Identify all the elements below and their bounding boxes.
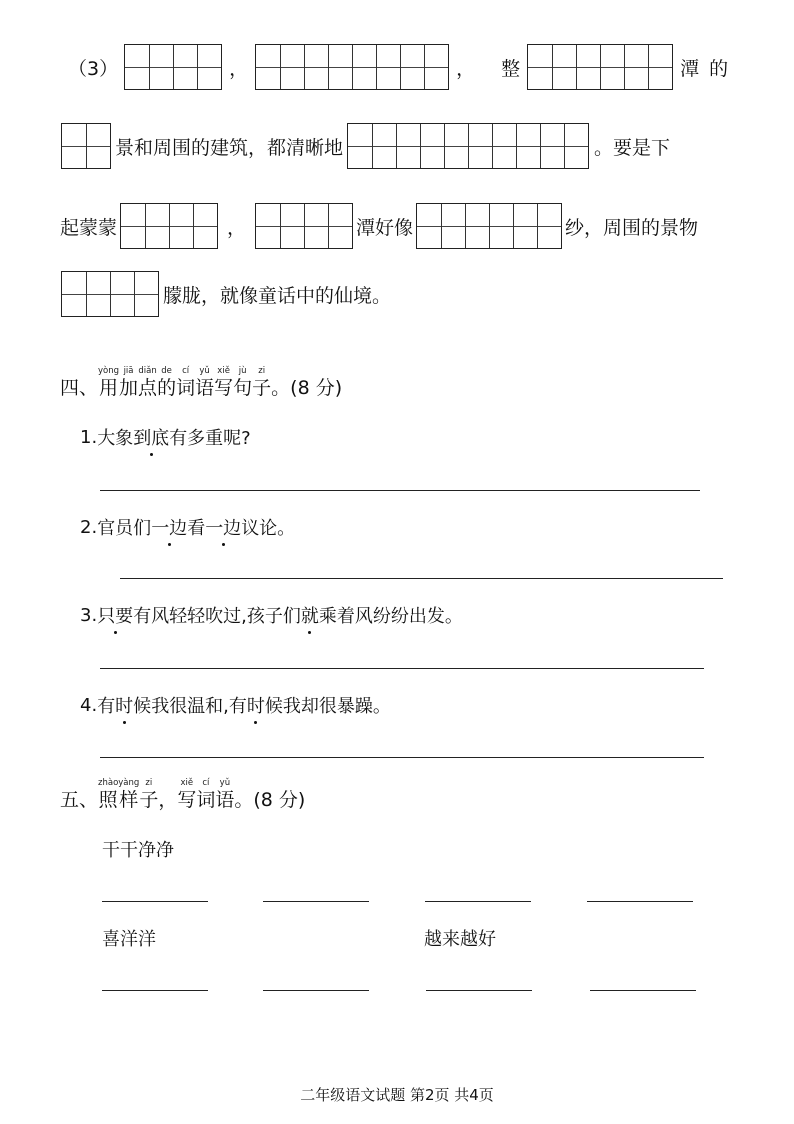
section-4-heading <box>60 366 342 400</box>
dotted-word: 一边 <box>205 514 241 540</box>
comma: ， <box>456 57 476 80</box>
text-segment: 朦胧，就像童话中的仙境。 <box>163 284 392 307</box>
comma: ， <box>227 216 247 239</box>
question-4 <box>80 692 391 718</box>
example-word: 越来越好 <box>424 929 496 950</box>
text-segment: 有多重呢? <box>169 428 251 449</box>
example-word: 干干净净 <box>102 840 174 861</box>
answer-line[interactable] <box>100 668 704 669</box>
dotted-word: 只要 <box>97 602 133 628</box>
question-number: 1. <box>80 426 98 448</box>
dotted-word: 有时候 <box>97 692 151 718</box>
question-number: 3. <box>80 604 98 626</box>
heading-char: 加 <box>119 377 139 399</box>
answer-line[interactable] <box>120 578 723 579</box>
section-number: 四、 <box>60 377 99 399</box>
text-segment: 官员们 <box>97 518 152 539</box>
section-number: 五、 <box>60 789 99 811</box>
fill-line-3 <box>60 200 734 252</box>
answer-grid[interactable] <box>61 271 159 317</box>
question-2 <box>80 514 295 540</box>
pinyin: xiě <box>217 366 230 376</box>
heading-char: 语 <box>195 377 215 399</box>
answer-line[interactable] <box>263 901 369 902</box>
dotted-word: 一边 <box>151 514 187 540</box>
text-segment: 景和周围的建筑，都清晰地 <box>115 136 344 159</box>
pinyin: diǎn <box>138 366 157 376</box>
pinyin: zi <box>258 366 266 376</box>
answer-line[interactable] <box>102 990 208 991</box>
heading-char: 的 <box>157 377 177 399</box>
text-segment: 潭好像 <box>356 216 414 239</box>
answer-line[interactable] <box>100 490 700 491</box>
pinyin: zhào <box>98 778 119 788</box>
pinyin: yòng <box>98 366 120 376</box>
answer-line[interactable] <box>587 901 693 902</box>
answer-grid[interactable] <box>255 203 353 249</box>
section-5-heading <box>60 778 305 812</box>
answer-line[interactable] <box>426 990 532 991</box>
answer-grid[interactable] <box>120 203 218 249</box>
heading-char: 用 <box>99 377 119 399</box>
example-word: 喜洋洋 <box>102 929 156 950</box>
question-1 <box>80 424 251 450</box>
answer-line[interactable] <box>590 990 696 991</box>
answer-grid[interactable] <box>61 123 111 169</box>
text-segment: 潭的 <box>680 57 739 80</box>
text-segment: 有风轻轻吹过,孩子们 <box>133 606 301 627</box>
pinyin: yàng <box>118 778 140 788</box>
dotted-word: 有时候 <box>229 692 283 718</box>
answer-line[interactable] <box>425 901 531 902</box>
heading-char: 词 <box>196 789 216 811</box>
fill-line-4 <box>60 268 734 320</box>
comma: ， <box>229 57 249 80</box>
answer-grid[interactable] <box>416 203 562 249</box>
score-note: 。(8 分) <box>234 789 306 811</box>
text-segment: 大象 <box>97 428 134 449</box>
heading-char: ， <box>158 789 178 811</box>
fill-line-2 <box>60 120 734 172</box>
score-note: 。(8 分) <box>271 377 343 399</box>
dotted-word: 就 <box>301 602 319 628</box>
question-number: 4. <box>80 694 98 716</box>
pinyin: zi <box>145 778 153 788</box>
heading-char: 子 <box>252 377 272 399</box>
text-segment: 议论。 <box>241 518 296 539</box>
pinyin: cí <box>202 778 210 788</box>
answer-grid[interactable] <box>527 44 673 90</box>
heading-char: 照 <box>98 789 118 811</box>
answer-line[interactable] <box>263 990 369 991</box>
pinyin: jiā <box>123 366 134 376</box>
question-number: 2. <box>80 516 98 538</box>
heading-char: 语 <box>215 789 235 811</box>
text-segment: 整 <box>501 57 521 80</box>
answer-grid[interactable] <box>255 44 449 90</box>
heading-char: 点 <box>138 377 158 399</box>
heading-char: 样 <box>119 789 139 811</box>
heading-char: 词 <box>176 377 196 399</box>
item-number: （3） <box>68 57 119 80</box>
question-3 <box>80 602 463 628</box>
text-segment: 乘着风纷纷出发。 <box>318 606 463 627</box>
fill-line-1 <box>68 41 739 93</box>
text-segment: 看 <box>187 518 206 539</box>
pinyin: jù <box>238 366 247 376</box>
pinyin: xiě <box>180 778 194 788</box>
answer-grid[interactable] <box>347 123 589 169</box>
answer-grid[interactable] <box>124 44 222 90</box>
pinyin: yǔ <box>219 778 231 788</box>
answer-line[interactable] <box>102 901 208 902</box>
answer-line[interactable] <box>100 757 704 758</box>
text-segment: 我却很暴躁。 <box>282 696 391 717</box>
heading-char: 写 <box>214 377 234 399</box>
pinyin: cí <box>182 366 190 376</box>
text-segment: 。要是下 <box>594 136 671 159</box>
heading-char: 子 <box>139 789 159 811</box>
pinyin: yǔ <box>199 366 210 376</box>
pinyin: de <box>161 366 172 376</box>
dotted-word: 到底 <box>133 424 169 450</box>
page-footer: 二年级语文试题 第2页 共4页 <box>300 1086 494 1104</box>
heading-char: 写 <box>177 789 197 811</box>
text-segment: 纱，周围的景物 <box>565 216 699 239</box>
text-segment: 起蒙蒙 <box>60 216 118 239</box>
text-segment: 我很温和, <box>151 696 229 717</box>
heading-char: 句 <box>233 377 253 399</box>
